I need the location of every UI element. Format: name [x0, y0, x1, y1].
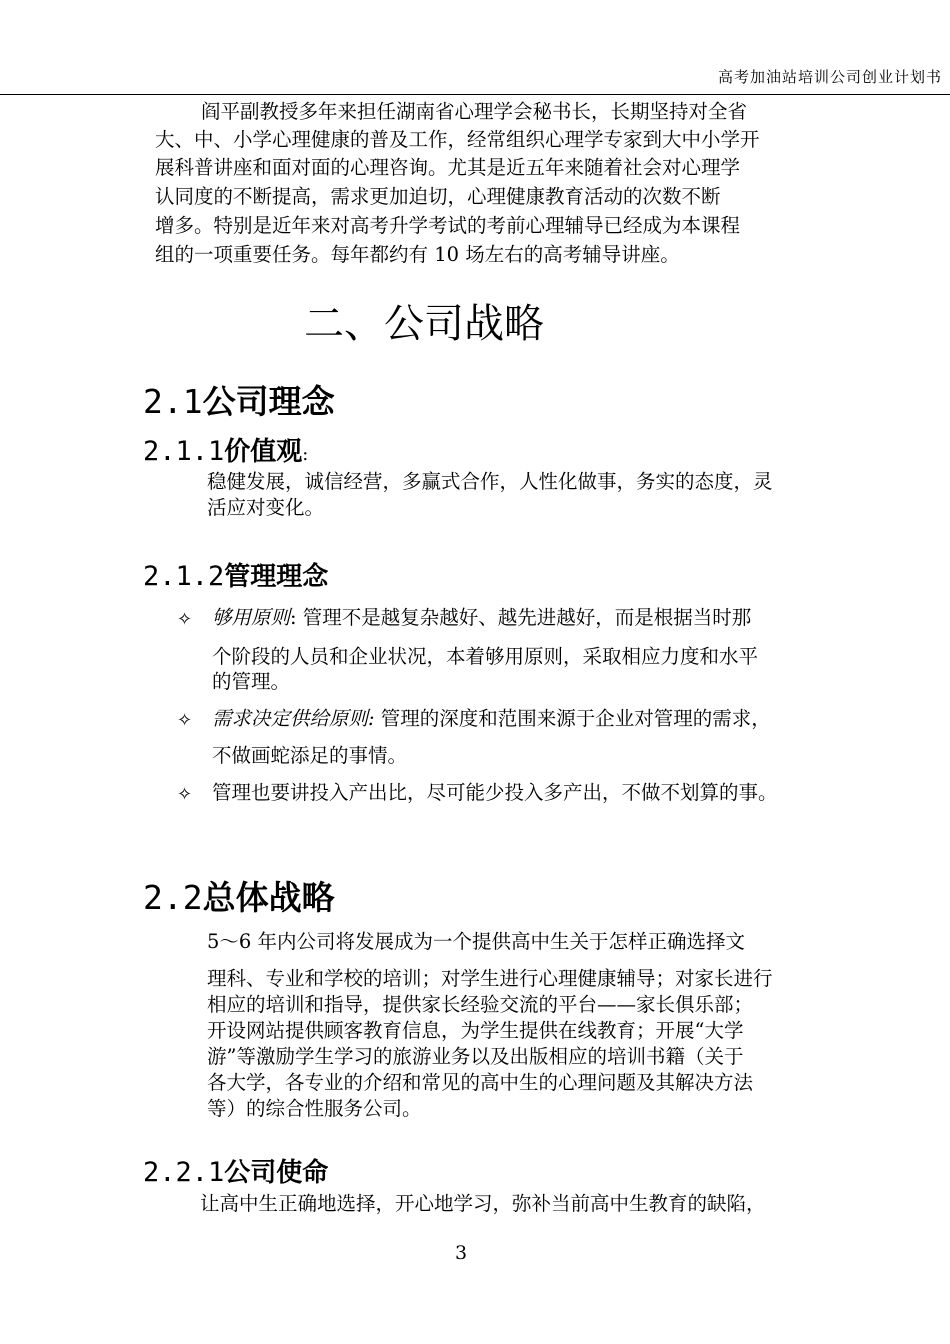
bullet-line: 个阶段的人员和企业状况，本着够用原则，采取相应力度和水平	[212, 645, 759, 668]
section-title: 公司使命	[224, 1158, 329, 1188]
strategy-line: 等）的综合性服务公司。	[207, 1097, 422, 1120]
bullet-term: 需求决定供给原则:	[212, 707, 375, 730]
section-heading-2-2	[143, 872, 335, 919]
section-title: 价值观	[224, 437, 303, 467]
bullet-line	[212, 707, 771, 731]
diamond-bullet-icon: ✧	[177, 609, 193, 630]
bullet-line: 不做画蛇添足的事情。	[212, 744, 408, 767]
section-title: 公司理念	[202, 382, 335, 421]
section-heading-2-1-1	[143, 431, 308, 468]
values-line: 稳健发展，诚信经营，多赢式合作，人性化做事，务实的态度，灵	[207, 470, 773, 493]
intro-line: 增多。特别是近年来对高考升学考试的考前心理辅导已经成为本课程	[155, 214, 741, 237]
section-heading-2-2-1	[143, 1152, 328, 1189]
section-heading-2-1	[143, 376, 335, 423]
page-number: 3	[455, 1242, 468, 1264]
bullet-term: 够用原则	[212, 606, 291, 629]
bullet-line	[212, 606, 751, 630]
strategy-line: 各大学，各专业的介绍和常见的高中生的心理问题及其解决方法	[207, 1071, 754, 1094]
section-title: 总体战略	[202, 878, 335, 917]
section-number: 2.1.2	[143, 561, 225, 592]
running-header-title: 高考加油站培训公司创业计划书	[717, 68, 942, 86]
values-line: 活应对变化。	[207, 496, 325, 519]
chapter-title: 二、公司战略	[304, 301, 544, 347]
strategy-line: 相应的培训和指导，提供家长经验交流的平台——家长俱乐部；	[207, 993, 754, 1016]
section-number: 2.2.1	[143, 1157, 225, 1188]
heading-colon: :	[302, 444, 309, 465]
section-heading-2-1-2	[143, 556, 328, 593]
strategy-line: 游”等激励学生学习的旅游业务以及出版相应的培训书籍（关于	[207, 1045, 744, 1068]
diamond-bullet-icon: ✧	[177, 710, 193, 731]
intro-line: 展科普讲座和面对面的心理咨询。尤其是近五年来随着社会对心理学	[155, 156, 741, 179]
section-title: 管理理念	[224, 562, 329, 592]
intro-line: 阎平副教授多年来担任湖南省心理学会秘书长，长期坚持对全省	[201, 100, 748, 123]
bullet-line: 管理也要讲投入产出比，尽可能少投入多产出，不做不划算的事。	[212, 781, 778, 804]
section-number: 2.2	[143, 878, 203, 917]
intro-line: 大、中、小学心理健康的普及工作，经常组织心理学专家到大中小学开	[155, 128, 760, 151]
strategy-line: 开设网站提供顾客教育信息，为学生提供在线教育；开展“大学	[207, 1019, 744, 1042]
intro-line: 组的一项重要任务。每年都约有 10 场左右的高考辅导讲座。	[155, 243, 680, 266]
mission-line: 让高中生正确地选择，开心地学习，弥补当前高中生教育的缺陷，	[200, 1192, 766, 1215]
intro-line: 认同度的不断提高，需求更加迫切，心理健康教育活动的次数不断	[155, 185, 721, 208]
bullet-text: : 管理不是越复杂越好、越先进越好，而是根据当时那	[290, 606, 752, 629]
section-number: 2.1	[143, 382, 203, 421]
header-divider	[0, 94, 950, 95]
strategy-line: 5～6 年内公司将发展成为一个提供高中生关于怎样正确选择文	[207, 930, 746, 953]
bullet-line: 的管理。	[212, 670, 291, 693]
bullet-text: 管理的深度和范围来源于企业对管理的需求，	[374, 707, 771, 730]
strategy-line: 理科、专业和学校的培训；对学生进行心理健康辅导；对家长进行	[207, 967, 773, 990]
diamond-bullet-icon: ✧	[177, 784, 193, 805]
section-number: 2.1.1	[143, 436, 225, 467]
